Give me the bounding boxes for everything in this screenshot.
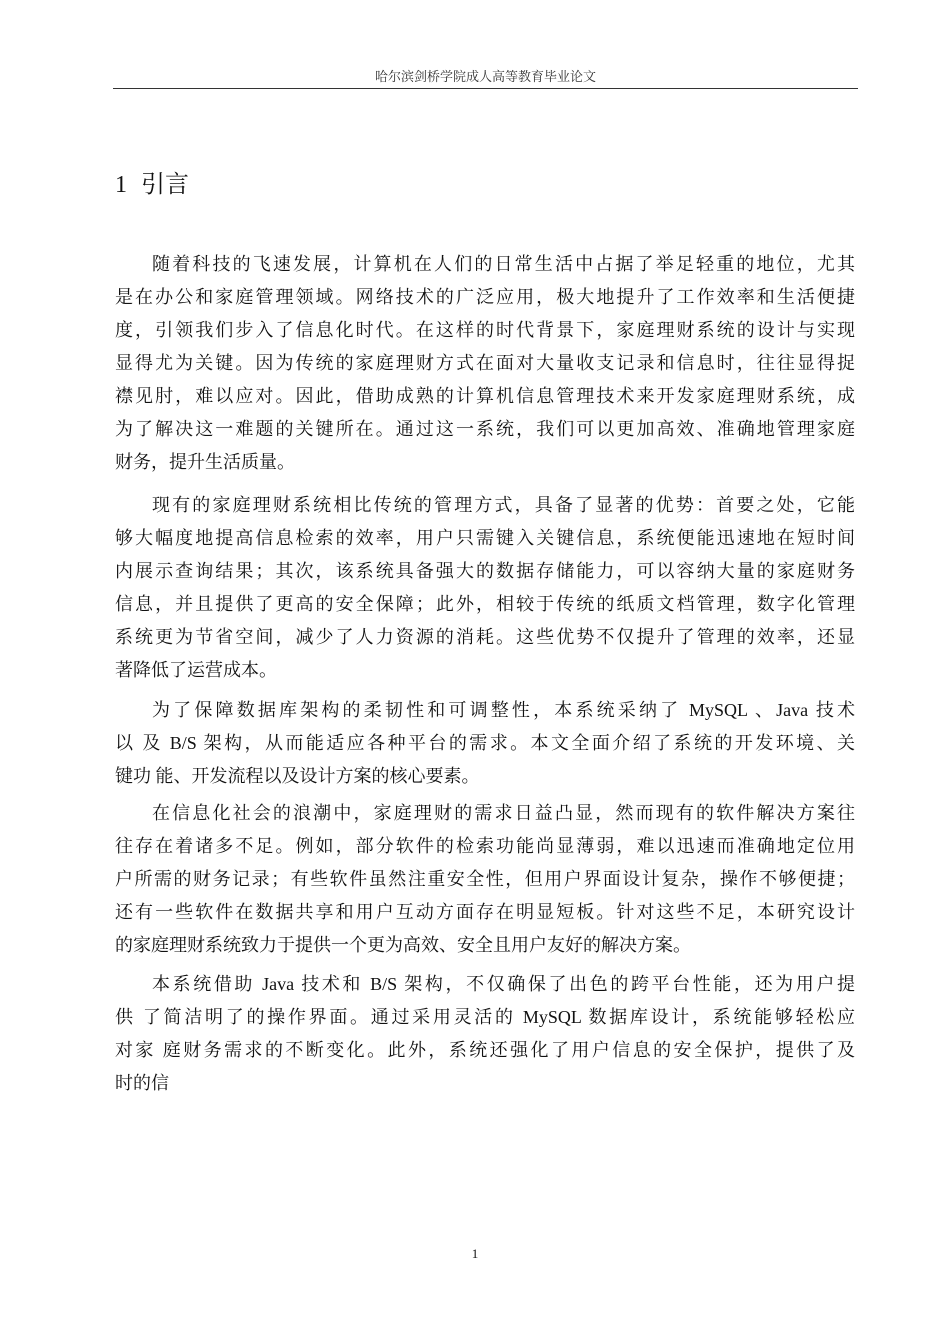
text-line: 本系统借助 Java 技术和 B/S 架构，不仅确保了出色的跨平台性能，还为用户提 (152, 974, 855, 994)
text-line: 键功 能、开发流程以及设计方案的核心要素。 (115, 766, 480, 786)
running-header: 哈尔滨剑桥学院成人高等教育毕业论文 (374, 69, 596, 84)
text-line: 随着科技的飞速发展，计算机在人们的日常生活中占据了举足轻重的地位，尤其 (152, 254, 855, 274)
text-line: 襟见肘，难以应对。因此，借助成熟的计算机信息管理技术来开发家庭理财系统，成 (115, 386, 855, 406)
text-line: 显得尤为关键。因为传统的家庭理财方式在面对大量收支记录和信息时，往往显得捉 (115, 353, 855, 373)
text-line: 还有一些软件在数据共享和用户互动方面存在明显短板。针对这些不足，本研究设计 (115, 902, 855, 922)
text-line: 对家 庭财务需求的不断变化。此外，系统还强化了用户信息的安全保护，提供了及 (115, 1040, 855, 1060)
section-heading (115, 164, 189, 199)
text-line: 够大幅度地提高信息检索的效率，用户只需键入关键信息，系统便能迅速地在短时间 (115, 528, 855, 548)
text-line: 著降低了运营成本。 (115, 660, 277, 680)
text-line: 为了解决这一难题的关键所在。通过这一系统，我们可以更加高效、准确地管理家庭 (115, 419, 855, 439)
text-line: 在信息化社会的浪潮中，家庭理财的需求日益凸显，然而现有的软件解决方案往 (152, 803, 855, 823)
text-line: 供 了简洁明了的操作界面。通过采用灵活的 MySQL 数据库设计，系统能够轻松应 (115, 1007, 855, 1027)
text-line: 的家庭理财系统致力于提供一个更为高效、安全且用户友好的解决方案。 (115, 935, 691, 955)
section-title: 引言 (141, 170, 189, 198)
text-line: 信息，并且提供了更高的安全保障；此外，相较于传统的纸质文档管理，数字化管理 (115, 594, 855, 614)
text-line: 以 及 B/S 架构，从而能适应各种平台的需求。本文全面介绍了系统的开发环境、关 (115, 733, 855, 753)
text-line: 往存在着诸多不足。例如，部分软件的检索功能尚显薄弱，难以迅速而准确地定位用 (115, 836, 855, 856)
text-line: 现有的家庭理财系统相比传统的管理方式，具备了显著的优势：首要之处，它能 (152, 495, 855, 515)
text-line: 为了保障数据库架构的柔韧性和可调整性，本系统采纳了 MySQL 、Java 技术 (152, 700, 855, 720)
paragraph-5 (115, 968, 855, 1100)
text-line: 是在办公和家庭管理领域。网络技术的广泛应用，极大地提升了工作效率和生活便捷 (115, 287, 855, 307)
page-number: 1 (471, 1246, 479, 1261)
text-line: 户所需的财务记录；有些软件虽然注重安全性，但用户界面设计复杂，操作不够便捷； (115, 869, 855, 889)
paragraph-2 (115, 489, 855, 687)
header-rule (113, 88, 858, 89)
text-line: 度，引领我们步入了信息化时代。在这样的时代背景下，家庭理财系统的设计与实现 (115, 320, 855, 340)
text-line: 系统更为节省空间，减少了人力资源的消耗。这些优势不仅提升了管理的效率，还显 (115, 627, 855, 647)
paragraph-1 (115, 248, 855, 479)
text-line: 财务，提升生活质量。 (115, 452, 295, 472)
paragraph-3 (115, 694, 855, 793)
paragraph-4 (115, 797, 855, 962)
text-line: 内展示查询结果；其次，该系统具备强大的数据存储能力，可以容纳大量的家庭财务 (115, 561, 855, 581)
section-number: 1 (115, 172, 127, 198)
text-line: 时的信 (115, 1073, 169, 1093)
